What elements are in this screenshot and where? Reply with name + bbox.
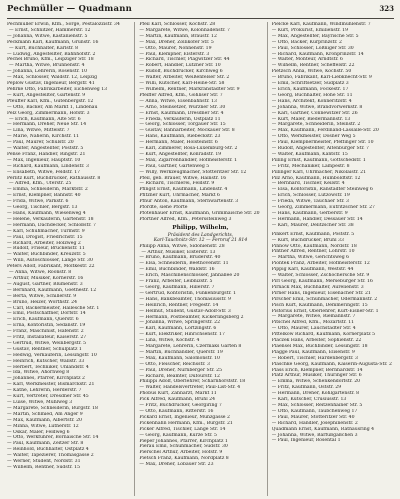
directory-entry: — Ida, Witwe, Ahornweg 8 bbox=[7, 370, 70, 376]
directory-entry: Quadmann Ernst, Kaufmann, Rathausring 4 bbox=[271, 426, 375, 432]
directory-entry: Platz Arthur, Musiker, Thüringer Str. 6 bbox=[271, 373, 362, 379]
directory-entry: Pirnack Max, Buchhalter, Aurelienstr. 3 bbox=[271, 284, 364, 290]
directory-entry: — Margarete, Lehrerin, Czermaks Garten 8 bbox=[139, 344, 242, 350]
directory-entry: Pfeil Karl, Schlosser, Kochstr. 28 bbox=[139, 22, 216, 27]
directory-entry: — Kurt, Buchhalter, Karlstr. 8 bbox=[9, 45, 79, 51]
directory-entry: Pickenhahn Hermann, Kfm., Burgstr. 21 bbox=[139, 420, 233, 426]
directory-entry: — Emma, Schneiderin, Marktstr. 2 bbox=[7, 187, 88, 193]
directory-entry: Pitschel Alfred, Kfm., Mozartstr. 11 bbox=[271, 320, 355, 326]
directory-entry: — Erich, Kaufmann, Querstr. 6 bbox=[7, 317, 79, 323]
directory-entry: — Margarete, Schneiderin, Steinstr. 2 bbox=[271, 122, 361, 128]
directory-entry: Piontek Franz, Arbeiter, Hofmeisterstr. 12 bbox=[271, 261, 370, 267]
directory-entry: — Hermann, Dreher, Neue Str. 14 bbox=[7, 122, 87, 128]
directory-entry: Pfordte, siehe Pforte bbox=[139, 205, 188, 211]
directory-entry: Placzek Hans, Arbeiter, Sophienstr. 22 bbox=[271, 338, 362, 344]
directory-entry: — Ernst, Kaufmann, Dresdner Str. 4 bbox=[139, 110, 224, 116]
directory-entry: — Walter, Arbeiter, Weißenfelser Str. 2 bbox=[139, 75, 230, 81]
directory-entry: Pfingst Ernst, Kaufmann, Lindenstr. 4 bbox=[139, 187, 228, 193]
directory-entry: — Alfred, Kfm., Uferstr. 25 bbox=[9, 181, 72, 187]
directory-entry: — Johanna, Lehrerin, Rosenstr. 10 bbox=[7, 69, 88, 75]
section-heading: Philipp, Wilhelm, bbox=[172, 224, 229, 231]
directory-entry: Pietzsch Anna, Witwe, Kochstr. 50 bbox=[271, 69, 352, 75]
directory-entry: — Walter, Handelsvertreter, Paul-List-Str. 4 bbox=[139, 385, 241, 391]
directory-entry: — Hermann, Händler, Dessauer Str. 14 bbox=[271, 216, 363, 222]
directory-entry: — Margarete, Witwe, Riemannstr. 7 bbox=[271, 314, 356, 320]
directory-entry: Plagge Paul, Kaufmann, Elisenstr. 9 bbox=[271, 349, 355, 355]
directory-entry: — Elisabeth, Witwe, Feldstr. 17 bbox=[7, 169, 81, 175]
directory-entry: — Paul, Ingenieur, Rosental 1 bbox=[271, 438, 341, 444]
directory-entry: Pilling Ernst, Kaufmann, Gottschedstr. 1 bbox=[271, 157, 366, 163]
directory-entry: — Kurt, Angestellter, Gartenstr. 9 bbox=[7, 92, 86, 98]
directory-entry: — Otto, Werkführer, Bornaische Str. 14 bbox=[7, 435, 99, 441]
directory-entry: Phöbus Kurt, Zahnarzt, Markt 11 bbox=[139, 391, 217, 397]
directory-entry: — Käthe, Lehrerin, Herderstr. 7 bbox=[7, 388, 82, 394]
directory-entry: — Karl, Maurer, Delitzscher Str. 38 bbox=[271, 222, 354, 228]
directory-entry: — Paul, Maurer, Schulstr. 20 bbox=[7, 140, 74, 146]
directory-entry: Plass Erich, Klempner, Bernhardstr. 14 bbox=[271, 367, 363, 373]
directory-entry: — Max, Kaufmann, Albertstr. 20 bbox=[7, 417, 82, 423]
directory-entry: — Kurt, Elektriker, Hinrichsenstr. 17 bbox=[139, 332, 225, 338]
section-subheading: Präsident des Landgerichts, bbox=[167, 232, 234, 238]
directory-entry: Pinther Alfred, Rentner, Löhrstr. 10 bbox=[271, 249, 355, 255]
directory-entry: — Karl, Kutscher, Crusiusstr. 13 bbox=[271, 397, 347, 403]
directory-entry: — Walter, Buchbinder, Kreuzstr. 5 bbox=[7, 252, 86, 258]
directory-entry: — Bruno, Kaufmann, Brüderstr. 40 bbox=[139, 255, 221, 261]
directory-entry: — Karl, Gärtner, Connewitzer Str. 26 bbox=[271, 110, 358, 116]
directory-entry: — Bernhard, Kaufmann, Goethestr. 12 bbox=[7, 287, 97, 293]
directory-entry: — Otto, Kaufmann, Ritterstr. 16 bbox=[139, 409, 214, 414]
directory-entry: — Paul, Schlosser, Lößniger Str. 30 bbox=[271, 45, 354, 51]
directory-entry: Pirl Georg, Kaufmann, Merseburger Str. 16 bbox=[271, 278, 373, 284]
directory-entry: — Karl, Zimmerer, Rosa-Luxemburg-Str. 2 bbox=[139, 146, 238, 152]
directory-entry: — Kurt, Prokurist, Emilienstr. 19 bbox=[271, 27, 348, 33]
directory-entry: — Johanna, Witwe, Brandvorwerkstr. 8 bbox=[271, 104, 363, 110]
running-head: Pechmüller — Quadmann bbox=[7, 4, 132, 14]
page-header bbox=[7, 4, 394, 19]
directory-entry: — Frieda, Verkäuferin, Ostplatz 11 bbox=[139, 116, 221, 122]
directory-entry: — Richard, Tischlerei, Feldstr. 9 bbox=[139, 181, 215, 187]
directory-entry: — Anna, Witwe, Roonstr. 8 bbox=[9, 270, 72, 276]
directory-entry: Pieper Johannes, Pfarrer, Kirchplatz 1 bbox=[139, 438, 228, 444]
directory-entry: Pfitzner Kurt, Uhrmacher, Markt 6 bbox=[139, 193, 220, 199]
directory-entry: Pfotenhauer Ernst, Kaufmann, Grimmaische Str. 20 bbox=[139, 211, 260, 216]
directory-entry: — Emil, Postschaffner, Dorfstr. 14 bbox=[7, 311, 86, 317]
directory-entry: — Hans, Bankbeamter, Thomasiusstr. 9 bbox=[139, 296, 231, 302]
directory-entry: Plaschke Georg, Kaufmann, Kaiserin-Augusta-Str. 2 bbox=[271, 361, 392, 367]
directory-entry: — Georg, Zimmermann, Eutritzscher Str. 27 bbox=[271, 205, 375, 211]
directory-entry: Plaensel Max, Buchbinder, Lessingstr. 18 bbox=[271, 343, 368, 349]
directory-entry: Peckmann Karl, Kaufmann, Grünstr. 16 bbox=[7, 39, 99, 45]
directory-entry: Pinnow Otto, Kaufmann, Nordstr. 18 bbox=[271, 243, 357, 249]
directory-entry: — Karl, Werkmeister, Bismarckstr. 21 bbox=[7, 382, 95, 388]
directory-entry: — Otto, Werkmeister, Dösner Weg 5 bbox=[271, 134, 356, 140]
directory-entry: — Max, Schlosser, Waldstr. 12, Leipzig bbox=[7, 75, 98, 81]
directory-entry: — Werner, Student, Nordstr. 31 bbox=[7, 459, 81, 465]
directory-entry: — Paul, Klempnermeister, Pfeffinger Str. 10 bbox=[271, 140, 374, 146]
directory-entry: — Frieda, Witwe, Tauchaer Str. 3 bbox=[271, 199, 349, 205]
directory-entry: — Paul, Klempner, Elsterstr. 3 bbox=[139, 51, 210, 57]
directory-entry: Pierschel Arthur, Arbeiter, Hofstr. 9 bbox=[139, 450, 223, 456]
directory-entry: Pelz Georg, Zimmermann, Hofstr. 3 bbox=[7, 110, 90, 116]
directory-entry: — Erich, Kaufmann, Alte Str. 6 bbox=[9, 116, 81, 122]
directory-entry: — Hermann, Dreher, Kohlgartenstr. 8 bbox=[271, 391, 360, 397]
directory-entry: — Martin, Kaufmann, Braustr. 12 bbox=[139, 33, 217, 39]
directory-entry: — Helmut, Student, Gustav-Adolf-Str. 3 bbox=[139, 308, 231, 314]
directory-entry: — Hans, Kaufmann, Riebeckstr. 23 bbox=[139, 134, 221, 140]
directory-entry: — Martin, Buchhändler, Querstr. 19 bbox=[139, 349, 223, 355]
directory-entry: — Martha, Witwe, Brunnenstr. 4 bbox=[9, 63, 85, 69]
directory-entry: Pippig Karl, Kaufmann, Weststr. 44 bbox=[271, 267, 354, 273]
directory-entry: — Paul, Drogist, Friedrichstr. 15 bbox=[7, 234, 83, 240]
directory-entry: Pielcke Karl, Kaufmann, Windmühlenstr. 7 bbox=[271, 22, 371, 27]
directory-entry: — Gertrud, Kontoristin, Funkenburgstr. 1 bbox=[139, 290, 237, 296]
directory-entry: — Reinhold, Buchhalter, Ostplatz 4 bbox=[7, 447, 89, 453]
directory-entry: — Franz, Maschinist, Hafenstr. 2 bbox=[7, 329, 84, 335]
directory-entry: — Johanna, Witwe, Springerstr. 22 bbox=[139, 320, 221, 326]
directory-entry: — Max, Zigarrenhändler, Hofmeisterstr. 1 bbox=[139, 157, 238, 163]
directory-entry: — Max, Ingenieur, Hauptstr. 10 bbox=[7, 157, 81, 163]
directory-entry: — Bruno, Heizer, Wörthstr. 24 bbox=[7, 299, 78, 305]
directory-entry: — Margarete, Witwe, Kolonnadenstr. 7 bbox=[139, 27, 230, 33]
directory-entry: — Elsa, Kontoristin, Ranstädter Steinweg 6 bbox=[271, 187, 373, 193]
directory-entry: — Georg, Kaufmann, Hillerstr. 7 bbox=[139, 284, 215, 290]
directory-entry: — Walter, Tapezierer, Thomasgasse 2 bbox=[7, 453, 94, 459]
directory-entry: — Lina, Witwe, Kochstr. 4 bbox=[139, 338, 200, 344]
directory-entry: — Max, Angestellter, Bayrische Str. 5 bbox=[271, 33, 359, 39]
directory-entry: Peplow Gustav, Ingenieur, Bergstr. 41 bbox=[7, 81, 95, 87]
directory-entry: Pfeiffer Alfred, Kfm., Gohliser Str. 7 bbox=[139, 92, 223, 98]
directory-entry: — Franz, Arbeiter, Leibnizstr. 5 bbox=[139, 279, 213, 285]
directory-entry: — Hermann, Dachdecker, Schloßstr. 7 bbox=[7, 222, 96, 228]
directory-entry: — Oskar, Maler, Feldweg 6 bbox=[7, 429, 70, 435]
directory-entry: Peters Adolf, Fabrikant, Moltkestr. 22 bbox=[7, 264, 95, 270]
directory-entry: — Luise, Witwe, Mühlweg 3 bbox=[7, 400, 73, 405]
directory-entry: — Emil, Buchbinder, Waldstr. 16 bbox=[139, 267, 215, 273]
directory-entry: — Gustav, Rentner, Schulplatz 1 bbox=[7, 346, 82, 352]
directory-entry: — Rudolf, Friseur, Brückenstr. 11 bbox=[7, 246, 85, 252]
directory-column-1 bbox=[7, 22, 129, 496]
directory-entry: — Bernhard, Tischler, Keilstr. 4 bbox=[271, 181, 345, 187]
directory-entry: — Fritz, Buchdrucker, Georgiring 7 bbox=[139, 403, 222, 409]
directory-entry: Pickard Ernst, Ingenieur, Münzgasse 2 bbox=[139, 414, 230, 420]
directory-entry: — Erich, Kaufmann, Fockestr. 17 bbox=[271, 86, 349, 92]
directory-entry: — Arthur, Musiker, Elsterstr. 13 bbox=[141, 249, 216, 255]
directory-entry: — Erna, Kontoristin, Sedanstr. 19 bbox=[7, 323, 86, 329]
directory-entry: Pehrke Otto, Fabrikarbeiter, Eichenweg 13 bbox=[7, 86, 108, 92]
directory-entry: Pechel Bruno, Kfm., Leipziger Str. 18 bbox=[7, 57, 94, 63]
directory-entry: — Max, Kaufmann, Salomonstr. 10 bbox=[139, 355, 220, 361]
directory-entry: — Paul, Gärtner, Gartenweg 5 bbox=[139, 163, 210, 169]
directory-entry: — Paul, Dreher, Nürnberger Str. 25 bbox=[139, 367, 222, 373]
directory-entry: — Otto, Maurer, Nonnenstr. 19 bbox=[139, 45, 212, 51]
directory-entry: — Hermann, Maler, Holsteinstr. 6 bbox=[139, 140, 218, 146]
directory-entry: — Gertrud, Witwe, Weinbergstr. 5 bbox=[7, 340, 87, 346]
directory-entry: — Carl, Bäckermeister, Hallesche Str. 1 bbox=[7, 305, 100, 311]
directory-entry: — Willi, Autoschlosser, Lange Str. 30 bbox=[7, 258, 93, 264]
directory-entry: Pistorius Ernst, Oberlehrer, Kurt-Eisner-Str. 1 bbox=[271, 308, 379, 314]
directory-entry: — Walter, Kaufmann, Kantstr. 15 bbox=[271, 151, 348, 157]
directory-entry: — Emil, Schriftsetzer, Südplatz 3 bbox=[271, 81, 349, 87]
directory-entry: — Gustav, Bahnarbeiter, Mockauer Str. 8 bbox=[139, 128, 235, 134]
directory-entry: — Hans, Architekt, Könneritzstr. 4 bbox=[271, 98, 352, 104]
directory-entry: — Otto, Kaufmann, Täubchenweg 17 bbox=[271, 408, 358, 414]
directory-columns bbox=[7, 22, 394, 496]
directory-entry: — Paul, Maurer, Stötteritzer Str. 40 bbox=[271, 414, 355, 420]
directory-entry: — Willi, Kutscher, Karl-Heine-Str. 58 bbox=[139, 81, 225, 87]
directory-entry: — Max, Schlosser, Reitzenhainer Str. 5 bbox=[271, 403, 363, 408]
directory-entry: — Kurt, Maler, Biedermannstr. 13 bbox=[271, 116, 351, 122]
directory-entry: — Wilhelm, Rentner, Markranstädter Str. 9 bbox=[139, 86, 240, 92]
directory-entry: — Robert, Händler, Lützner Str. 10 bbox=[139, 63, 221, 69]
directory-entry: — Max, Dreher, Löbauer Str. 23 bbox=[139, 462, 214, 468]
directory-entry: — Karl, Kaufmann, Lortzingstr. 6 bbox=[139, 326, 217, 332]
directory-entry: Pisch Kurt, Kaufmann, Demmeringstr. 15 bbox=[271, 302, 368, 308]
directory-entry: — Martha, Witwe, Gerichtsweg 6 bbox=[271, 255, 350, 261]
directory-entry: — Otto, Fleischer, Reichsstr. 3 bbox=[139, 361, 210, 367]
directory-entry: Pechmüller Erwin, Kfm., Sorge, Pestalozzistr. 34 bbox=[7, 22, 120, 27]
section-subheading: Karl-Tauchnitz-Str. 12 — Fernruf 21 814 bbox=[153, 238, 248, 244]
directory-entry: — Georg, Schlosser, Torgauer Str. 15 bbox=[139, 122, 226, 128]
directory-entry: — Erich, Schlosser, Lützowstr. 19 bbox=[271, 193, 350, 199]
directory-column-3 bbox=[267, 22, 394, 496]
directory-entry: — Georg, Tischler, Bergstr. 13 bbox=[7, 205, 78, 211]
directory-entry: — Johanna, Witwe, Barfußgäßchen 3 bbox=[271, 432, 358, 438]
directory-entry: — Lina, Witwe, Mittelstr. 7 bbox=[7, 128, 70, 134]
directory-entry: — Helene, Verkäuferin, Gartenstr. 18 bbox=[7, 216, 94, 222]
directory-entry: — Arno, Steinsetzer, Wurzner Str. 30 bbox=[139, 104, 226, 110]
directory-entry: — Fritz, Installateur, Kaiserstr. 27 bbox=[7, 335, 87, 341]
directory-entry: — Willy, Werkzeugmacher, Stötteritzer Str. 12 bbox=[139, 169, 247, 175]
directory-entry: — Richard, Beamter, Dufourstr. 12 bbox=[139, 373, 220, 379]
directory-entry: — Fritz, Mechaniker, Lampestr. 8 bbox=[271, 163, 350, 169]
directory-entry: Pense Franz, Händler, Ringstr. 21 bbox=[7, 151, 86, 157]
directory-entry: — Ludwig, Angestellter, Bahnhofstr. 2 bbox=[7, 51, 96, 57]
directory-entry: — Johanna, Witwe, Kastanienstr. 5 bbox=[7, 33, 88, 39]
directory-entry: Pittelkow Richard, Kaufmann, Körnerplatz 5 bbox=[271, 332, 375, 338]
directory-entry: Philippi Adolf, Oberlehrer, Scharnhorststr. 18 bbox=[139, 379, 246, 385]
directory-entry: — Richard, Kaufmann, Kronprinzstr. 14 bbox=[271, 51, 364, 57]
directory-entry: — Otto, Bäcker, Am Markt 1, Lindenau bbox=[7, 104, 98, 110]
directory-entry: — Herbert, Techniker, Uhlandstr. 4 bbox=[7, 364, 89, 370]
directory-entry: — Ernst, Klempner, Bahnstr. 40 bbox=[7, 193, 81, 199]
directory-entry: — Walter, Angestellter, Poststr. 5 bbox=[7, 146, 84, 152]
directory-entry: — Max, Kaufmann, Ferdinand-Lassalle-Str. 20 bbox=[271, 128, 379, 134]
directory-entry: — Robert, Tischler, Hardenbergstr. 3 bbox=[271, 355, 358, 361]
directory-entry: — Max, Dreher, Zollikofer Str. 5 bbox=[139, 39, 214, 45]
directory-entry: — Kurt, Angestellter, Konradstr. 19 bbox=[139, 151, 222, 157]
directory-entry: — Richard, Händler, Josephinenstr. 2 bbox=[271, 420, 358, 426]
directory-entry: — Margarete, Schneiderin, Burgstr. 18 bbox=[7, 405, 98, 411]
directory-entry: — Richard, Kaufmann, Lindenstr. 3 bbox=[7, 163, 89, 169]
directory-entry: — Otto, Bäcker, Kurprinzstr. 2 bbox=[271, 39, 342, 45]
directory-entry: — Walter, Monteur, Arndtstr. 6 bbox=[271, 57, 343, 63]
directory-entry: Pinkert Ernst, Kaufmann, Poststr. 5 bbox=[271, 231, 355, 237]
directory-entry: — Georg, Buchhalter, Hohe Str. 11 bbox=[271, 92, 353, 98]
directory-entry: — Hans, Kaufmann, Gerberstr. 9 bbox=[271, 211, 348, 216]
directory-entry: — Fritz, Kaufmann, Oststr. 29 bbox=[271, 385, 342, 391]
directory-entry: — August, Gärtner, Blumenstr. 3 bbox=[7, 281, 83, 287]
directory-entry: Pietsch Franz, Kaufmann, Nordplatz 8 bbox=[139, 456, 229, 462]
directory-entry: — Paul, Kaufmann, Zeitzer Str. 8 bbox=[7, 441, 84, 447]
directory-entry: — Anna, Witwe, Eisenbahnstr. 13 bbox=[139, 98, 217, 104]
directory-entry: — Berta, Witwe, Schillerstr. 9 bbox=[7, 293, 77, 299]
directory-entry: — Kurt, Vertreter, Dresdner Str. 45 bbox=[7, 394, 89, 400]
directory-entry: Pilz Arno, Kaufmann, Humboldtstr. 12 bbox=[271, 175, 361, 181]
directory-entry: Pirner Hans, Ingenieur, Eisenacher Str. 21 bbox=[271, 290, 371, 296]
directory-entry: — Martin, Schmied, Am Anger 9 bbox=[7, 411, 83, 417]
directory-entry: Pierau Emil, Schuhmacher, Südstr. 30 bbox=[139, 444, 228, 450]
directory-entry: — Georg, Kaufmann, Kurze Str. 5 bbox=[139, 432, 217, 438]
directory-entry: Pförtner Alfred, Kfm., Peterssteinweg 3 bbox=[139, 216, 232, 222]
directory-entry: Pillinger Karl, Uhrmacher, Nikolaistr. 21 bbox=[271, 169, 367, 175]
directory-entry: Perlitz Kurt, Buchdrucker, Rathausstr. 8 bbox=[7, 175, 101, 181]
directory-entry: — Rudolf, Angestellter, Altenburger Str. 7 bbox=[271, 146, 369, 152]
directory-entry: — Heinrich, Rentner, Fregestr. 14 bbox=[139, 302, 219, 308]
directory-entry: — Johannes, Pfarrer, Kirchplatz 2 bbox=[7, 376, 85, 382]
directory-entry: — Heinrich, Kutscher, Wallstr. 33 bbox=[7, 358, 85, 364]
directory-entry: — Hans, Kaufmann, Wiesenweg 4 bbox=[7, 211, 86, 216]
directory-entry: Picker Alfred, Tischler, Lange Str. 14 bbox=[139, 426, 226, 432]
page-number: 323 bbox=[379, 4, 394, 13]
directory-entry: — Hedwig, Verkäuferin, Lessingstr. 10 bbox=[7, 352, 97, 358]
directory-entry: — Hermann, Postbeamter, Kickerlingsberg 2 bbox=[139, 314, 244, 320]
directory-entry: — Ernst, Schnitzer, Hammerstr. 12 bbox=[9, 27, 91, 33]
directory-entry: — Arthur, Musiker, Körnerstr. 16 bbox=[7, 275, 84, 281]
directory-entry: Philipp Anna, Witwe, Sidonienstr. 28 bbox=[139, 243, 225, 249]
directory-entry: — Karl, Schuhmacher, Turmstr. 9 bbox=[7, 228, 85, 234]
directory-entry: — Kurt, Buchdrucker, Brühl 33 bbox=[271, 237, 344, 243]
directory-entry: — Emma, Witwe, Schenkendorfstr. 20 bbox=[271, 379, 361, 385]
directory-entry: — Otto, Maurer, Lauchstädter Str. 4 bbox=[271, 326, 356, 332]
directory-entry: — Marie, Näherin, Kirchstr. 11 bbox=[7, 134, 80, 140]
directory-entry: — Richard, Tischler, Plagwitzer Str. 44 bbox=[139, 57, 230, 63]
directory-entry: — Erich, Maschinenschlosser, Jahnallee 20 bbox=[139, 273, 240, 279]
directory-entry: — Wilhelm, Rentner, Scheffelstr. 22 bbox=[271, 63, 355, 69]
directory-entry: Pfeil, geb. Bräuer, Witwe, Hainstr. 16 bbox=[139, 175, 227, 181]
directory-entry: — Minna, Witwe, Lutherstr. 12 bbox=[7, 423, 79, 429]
directory-entry: — Wilhelm, Rentner, Südstr. 15 bbox=[7, 464, 81, 470]
directory-entry: — Elsa, Schneiderin, Beethovenstr. 11 bbox=[139, 261, 229, 267]
directory-entry: Pick Alfred, Kaufmann, Brühl 24 bbox=[139, 397, 215, 403]
directory-entry: — Frida, Witwe, Parkstr. 6 bbox=[7, 199, 69, 205]
directory-column-2 bbox=[134, 22, 261, 496]
directory-entry: Pfeuffer Karl, Kfm., Gutenbergstr. 12 bbox=[7, 98, 94, 104]
directory-entry: Pirscher Emil, Schuhmacher, Odermannstr. 2 bbox=[271, 296, 378, 302]
directory-entry: — Bruno, Fabrikant, Karl-Liebknecht-Str. 9 bbox=[271, 75, 372, 81]
directory-entry: Pfnür Anton, Kaufmann, Sternwartenstr. 3 bbox=[139, 199, 239, 205]
directory-entry: — Walter, Schlosser, Zschochersche Str. 9 bbox=[271, 273, 370, 279]
directory-entry: — Richard, Arbeiter, Holzweg 2 bbox=[7, 240, 81, 246]
directory-entry: — Rudolf, Buchdrucker, Kirchweg 6 bbox=[139, 69, 223, 75]
